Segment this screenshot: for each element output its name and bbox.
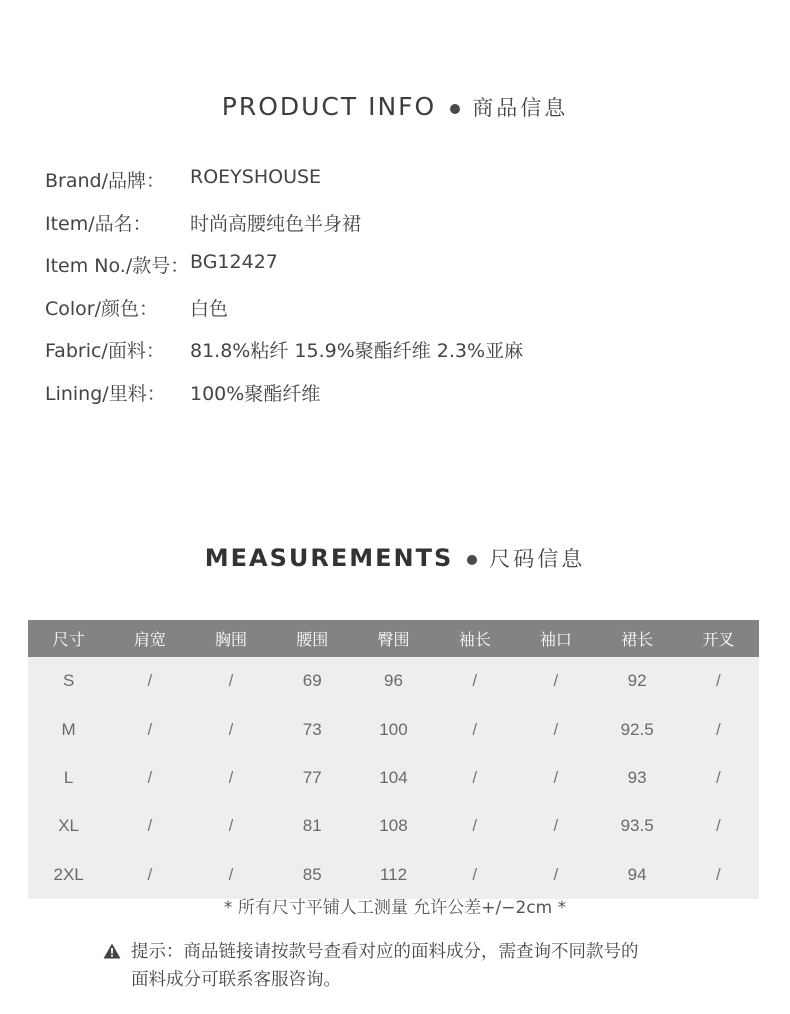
table-cell: 104 [379,767,408,787]
info-value: 100%聚酯纤维 [190,382,321,405]
table-cell: 93 [627,767,647,787]
table-cell: 100 [379,719,408,739]
info-label: Item/品名： [45,212,152,235]
measurements-title-cn: 尺码信息 [489,547,586,571]
table-cell: 112 [379,864,408,884]
table-cell: S [62,671,75,691]
tip-text-line2: 面料成分可联系客服咨询。 [131,970,341,990]
info-label: Brand/品牌： [45,170,165,192]
table-cell: / [147,864,153,884]
size-table-header-row [28,620,759,657]
table-cell: / [716,864,721,884]
table-cell: / [147,671,153,691]
product-info-title-cn: 商品信息 [472,96,569,120]
measurement-note: * 所有尺寸平铺人工测量 允许公差+/−2cm * [223,898,567,918]
warning-icon [103,943,121,959]
table-cell: 69 [302,671,322,691]
info-row-item [45,203,765,246]
table-cell: 2XL [53,864,84,884]
table-cell: / [472,816,478,836]
table-row [28,705,759,753]
table-cell: / [716,767,721,787]
info-row-lining [45,373,765,416]
table-row [28,754,759,802]
table-cell: / [228,864,234,884]
product-info-title [0,92,790,122]
table-cell: / [228,816,234,836]
table-cell: / [553,864,559,884]
table-cell: / [472,719,478,739]
header-shoulder: 肩宽 [133,630,166,649]
info-row-item-no [45,245,765,288]
table-cell: 92 [627,671,647,691]
table-cell: / [147,767,153,787]
table-cell: / [472,671,478,691]
table-cell: / [553,767,559,787]
table-cell: / [472,767,478,787]
table-cell: / [553,719,559,739]
table-cell: / [228,719,234,739]
table-cell: 96 [384,671,403,691]
table-cell: 85 [302,864,322,884]
table-row [28,802,759,850]
info-label: Item No./款号： [45,255,190,277]
info-label: Lining/里料： [45,382,166,405]
table-cell: 93.5 [620,816,654,836]
table-cell: / [147,719,153,739]
table-cell: / [716,719,721,739]
table-cell: / [716,671,721,691]
measurements-title [0,543,790,573]
info-row-brand [45,160,765,203]
table-cell: M [61,719,76,739]
tip-text-line1: 提示：商品链接请按款号查看对应的面料成分，需查询不同款号的 [131,942,639,962]
table-cell: / [147,816,153,836]
info-value: 81.8%粘纤 15.9%聚酯纤维 2.3%亚麻 [190,340,524,362]
info-value: ROEYSHOUSE [190,166,322,188]
header-waist: 腰围 [296,630,329,649]
table-row [28,851,759,899]
table-cell: 94 [627,864,647,884]
table-cell: / [472,864,478,884]
header-sleeve-length: 袖长 [458,630,491,649]
table-cell: 108 [379,816,408,836]
table-cell: 81 [302,816,322,836]
header-slit: 开叉 [702,630,735,649]
header-skirt-length: 裙长 [621,630,654,649]
product-info-title-en: PRODUCT INFO [221,92,437,121]
info-label: Color/颜色： [45,297,159,320]
table-row [28,657,759,705]
header-hip: 臀围 [377,630,410,649]
title-bullet-dot [450,104,460,114]
table-cell: 92.5 [620,719,654,739]
table-cell: / [716,816,721,836]
header-cuff: 袖口 [539,630,572,649]
table-cell: 77 [302,767,322,787]
measurements-title-en: MEASUREMENTS [204,544,454,572]
product-info-list [45,160,765,415]
table-cell: XL [58,816,79,836]
table-cell: L [63,767,74,787]
header-size: 尺寸 [52,630,85,649]
title-bullet-dot [467,555,477,565]
info-value: 时尚高腰纯色半身裙 [190,212,362,235]
table-cell: 73 [302,719,322,739]
info-label: Fabric/面料： [45,340,165,362]
info-row-color [45,288,765,331]
info-value: 白色 [190,297,229,320]
table-cell: / [553,816,559,836]
table-cell: / [228,767,234,787]
header-bust: 胸围 [215,630,248,649]
info-row-fabric [45,330,765,373]
table-cell: / [553,671,559,691]
table-cell: / [228,671,234,691]
info-value: BG12427 [190,251,278,273]
size-table [28,620,759,899]
